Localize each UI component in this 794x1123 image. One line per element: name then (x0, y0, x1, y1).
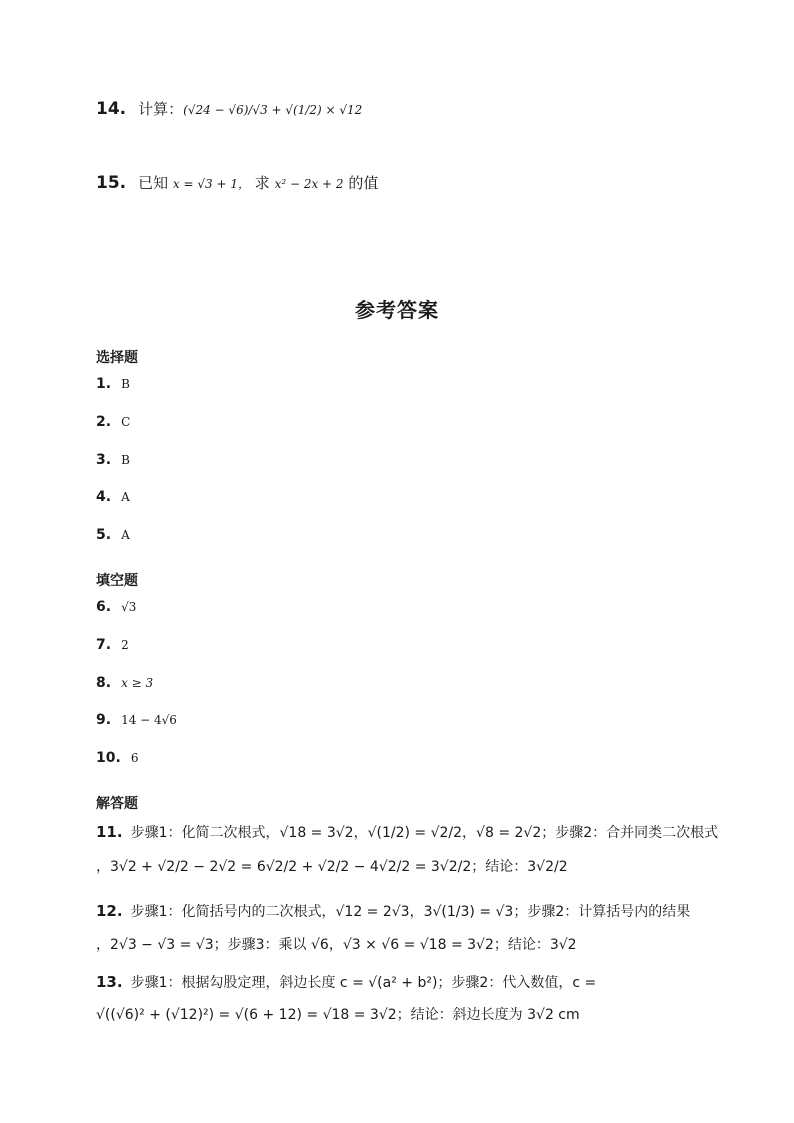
solution-text: 步骤1：化简括号内的二次根式，√12 = 2√3，3√(1/3) = √3；步骤2：计算括号内的结果 (130, 904, 691, 920)
answer-number: 10. (96, 750, 121, 766)
answer-number: 6. (96, 599, 112, 615)
answer-number: 8. (96, 675, 112, 691)
section-solve-title: 解答题 (96, 796, 138, 812)
answer-item (96, 675, 153, 691)
answer-number: 1. (96, 376, 112, 392)
question-label: 计算： (138, 100, 184, 118)
answer-item (96, 414, 130, 430)
solution-text: 步骤1：化简二次根式，√18 = 3√2，√(1/2) = √2/2，√8 = 2√2；步骤2：合并同类二次根式 (130, 825, 719, 841)
answer-item (96, 489, 130, 505)
solution-text: ，2√3 − √3 = √3；步骤3：乘以 √6，√3 × √6 = √18 = 3√2；结论：3√2 (96, 937, 577, 953)
answer-number: 7. (96, 637, 112, 653)
answer-item (96, 712, 177, 728)
solution-12-line1 (96, 901, 690, 921)
answer-item (96, 452, 130, 468)
solution-11-line1 (96, 822, 718, 842)
answer-item (96, 527, 130, 543)
solution-13-line1 (96, 972, 596, 992)
answer-value: 14 − 4√6 (121, 713, 177, 727)
question-number: 15. (96, 173, 127, 193)
question-given: x = √3 + 1， (172, 177, 250, 191)
solution-13-line2 (96, 1004, 580, 1024)
answer-value: x ≥ 3 (121, 676, 154, 690)
answer-number: 5. (96, 527, 112, 543)
question-tail: 的值 (348, 174, 379, 192)
answer-number: 9. (96, 712, 112, 728)
answer-number: 11. (96, 823, 123, 841)
answer-value: A (121, 528, 130, 542)
answer-value: C (121, 415, 131, 429)
answers-title: 参考答案 (355, 298, 439, 322)
question-ask: 求 (254, 174, 270, 192)
solution-11-line2 (96, 856, 568, 876)
answer-value: 6 (130, 751, 139, 765)
solution-text: √((√6)² + (√12)²) = √(6 + 12) = √18 = 3√2；结论：斜边长度为 3√2 cm (96, 1007, 580, 1023)
answer-item (96, 637, 129, 653)
answer-value: √3 (121, 600, 137, 614)
question-label: 已知 (138, 174, 169, 192)
question-expression: x² − 2x + 2 (274, 177, 344, 191)
answer-value: A (121, 490, 130, 504)
answer-item (96, 750, 138, 766)
answer-value: B (121, 453, 130, 467)
question-15 (96, 172, 378, 193)
answer-number: 13. (96, 973, 123, 991)
answer-number: 2. (96, 414, 112, 430)
solution-12-line2 (96, 934, 577, 954)
answer-number: 12. (96, 902, 123, 920)
solution-text: 步骤1：根据勾股定理，斜边长度 c = √(a² + b²)；步骤2：代入数值，c = (130, 975, 597, 991)
answer-item (96, 599, 136, 615)
question-14 (96, 98, 362, 119)
section-choice-title: 选择题 (96, 350, 138, 366)
answer-value: 2 (121, 638, 129, 652)
answer-value: B (121, 377, 130, 391)
section-fill-title: 填空题 (96, 573, 138, 589)
answer-item (96, 376, 130, 392)
answer-number: 3. (96, 452, 112, 468)
question-expression: (√24 − √6)/√3 + √(1/2) × √12 (183, 103, 363, 117)
question-number: 14. (96, 99, 127, 119)
solution-text: ，3√2 + √2/2 − 2√2 = 6√2/2 + √2/2 − 4√2/2 = 3√2/2；结论：3√2/2 (96, 859, 568, 875)
answer-number: 4. (96, 489, 112, 505)
